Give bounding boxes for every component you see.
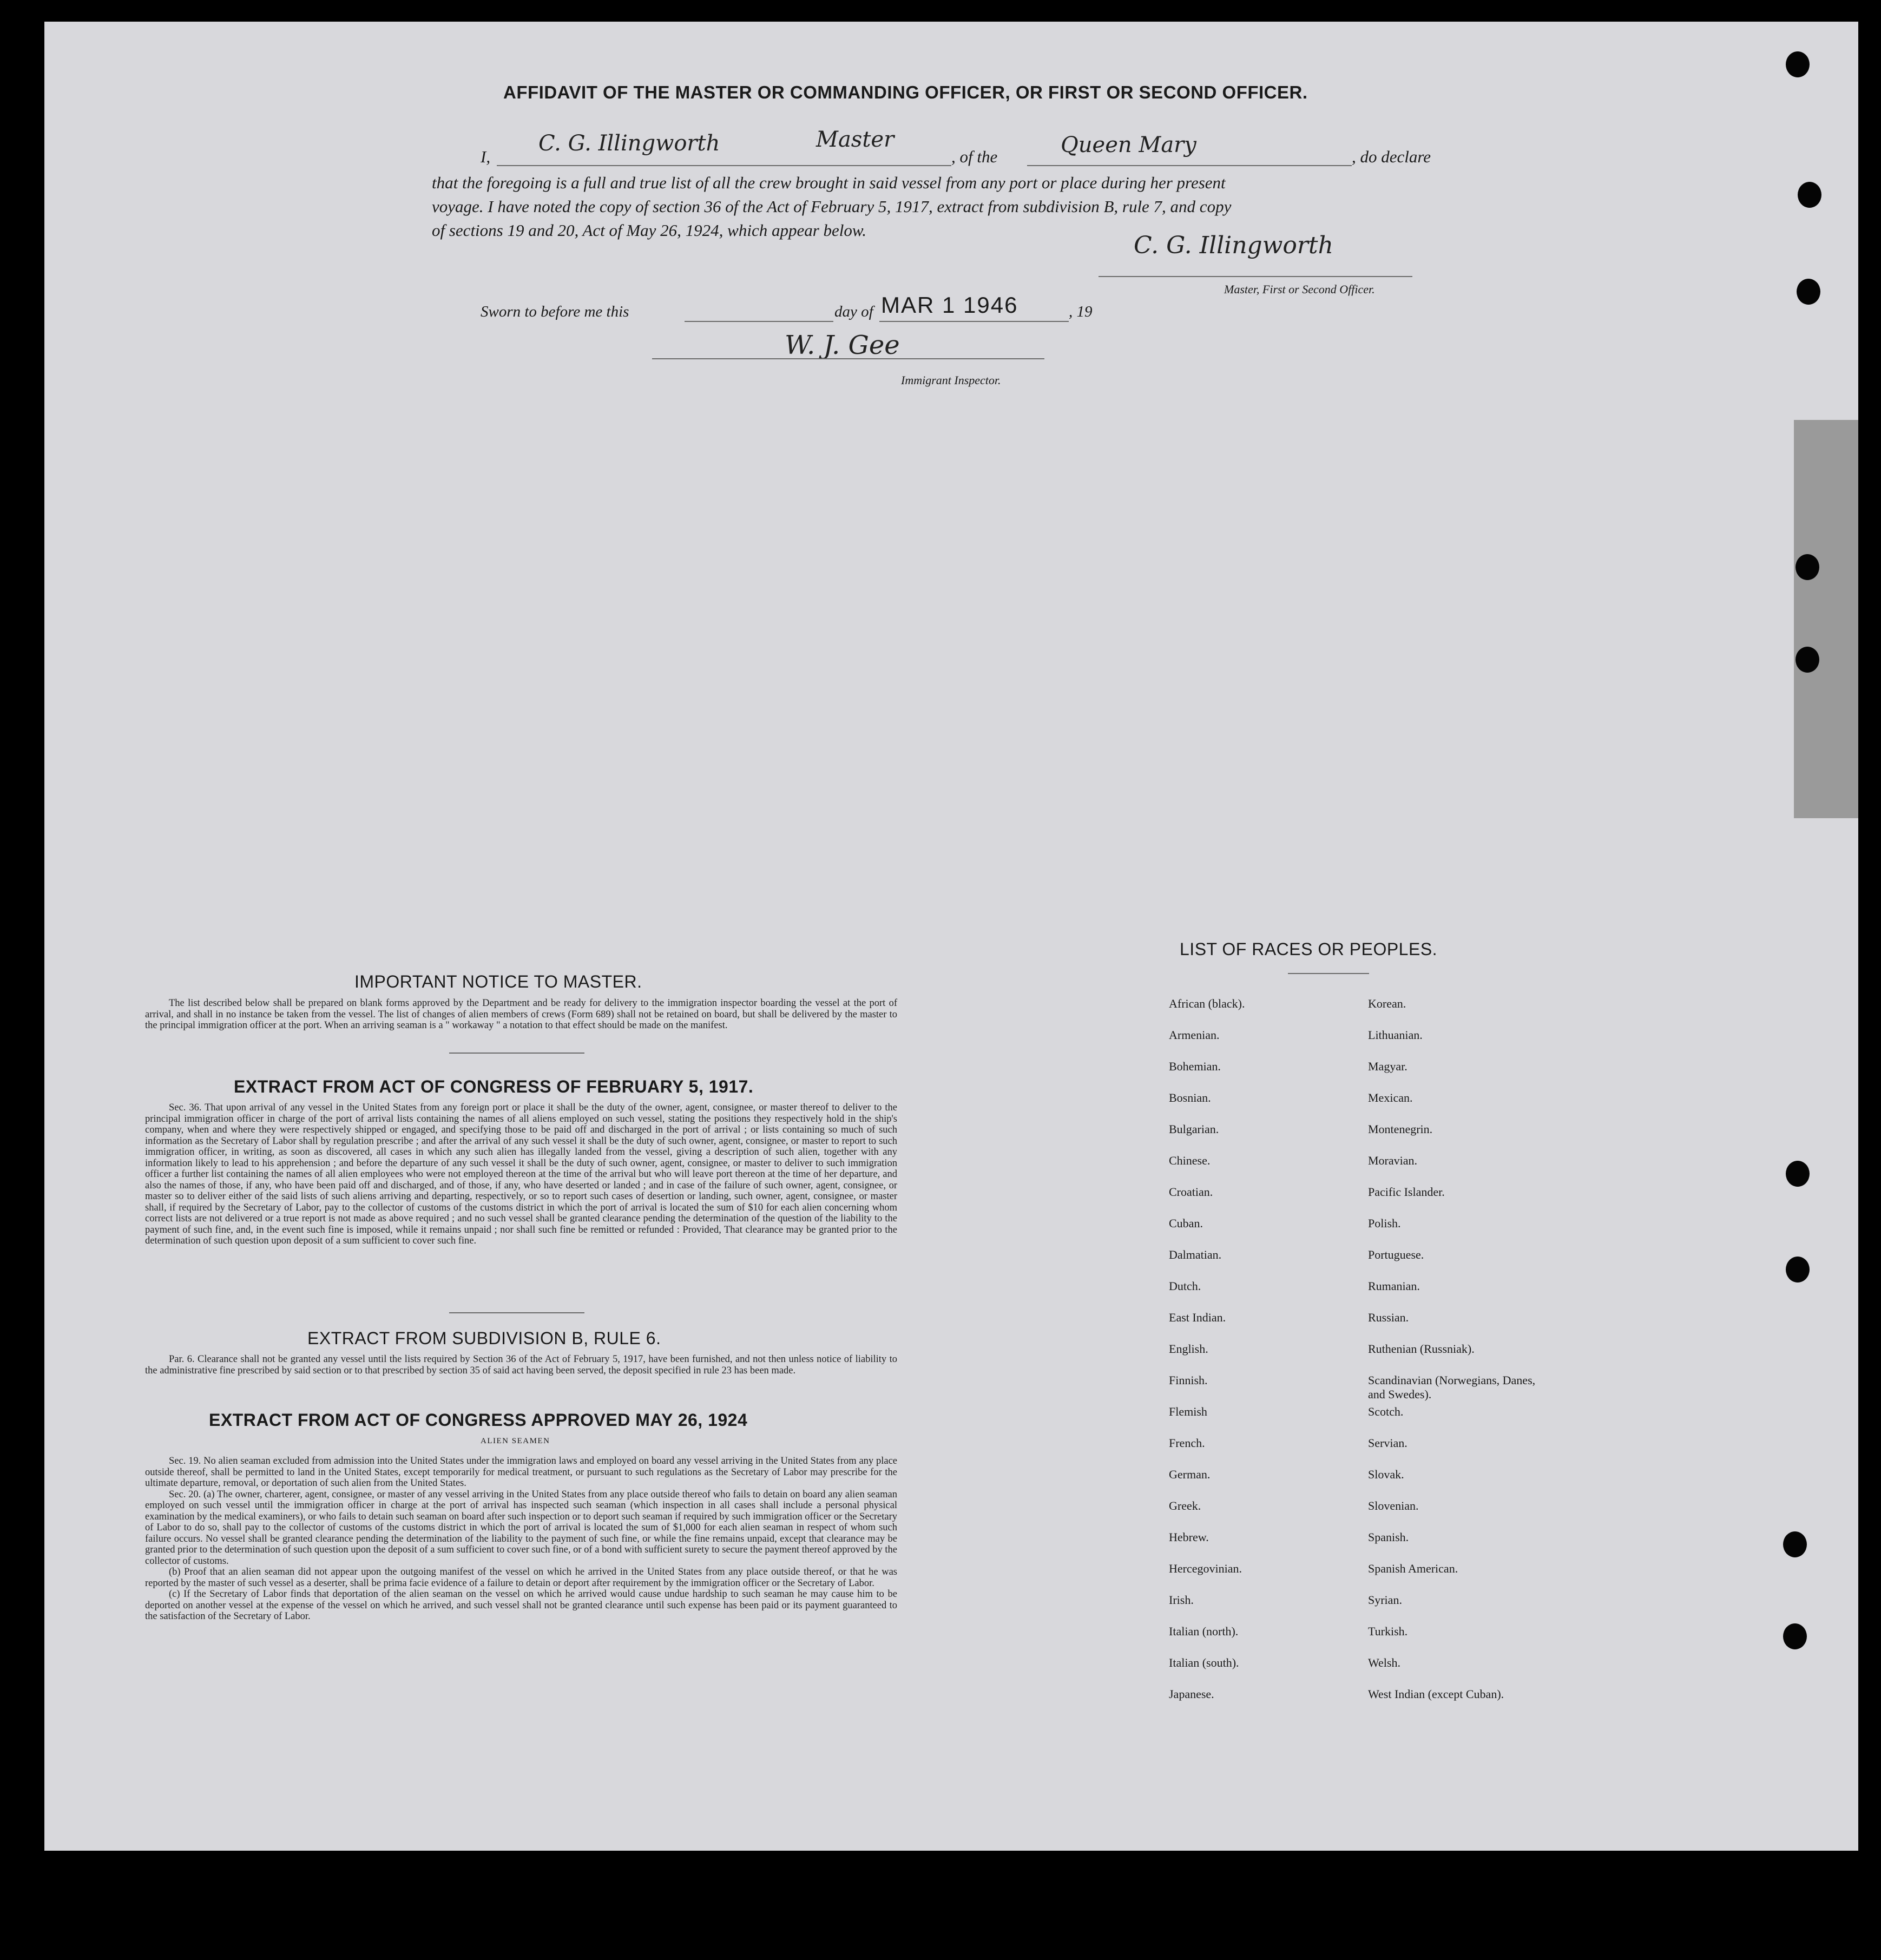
races-title: LIST OF RACES OR PEOPLES. bbox=[1180, 939, 1438, 959]
race-item: Hebrew. bbox=[1169, 1530, 1209, 1544]
signature-caption: Master, First or Second Officer. bbox=[1224, 282, 1375, 296]
race-item: Spanish. bbox=[1368, 1530, 1409, 1544]
divider bbox=[449, 1053, 584, 1054]
race-item: Scandinavian (Norwegians, Danes, and Swedes). bbox=[1368, 1373, 1536, 1401]
punch-hole bbox=[1783, 1623, 1807, 1649]
race-item: Scotch. bbox=[1368, 1405, 1404, 1418]
sec19-text: Sec. 19. No alien seaman excluded from admission into the United States under the immigration laws and employed on board any vessel arriving in the United States from any place outside thereof, shall be permitted to land in the United States, except temporarily for medical treatment, or pursuant to such regulations as the Secretary of Labor may prescribe for the ultimate departure, removal, or deportation of such alien from the United States. bbox=[145, 1456, 897, 1489]
vessel-line bbox=[1027, 165, 1352, 166]
affidavit-body-line-1: that the foregoing is a full and true list of all the crew brought in said vessel from any port or place during her present bbox=[432, 173, 1226, 192]
inspector-line bbox=[652, 358, 1044, 359]
race-item: Turkish. bbox=[1368, 1624, 1408, 1638]
race-item: Moravian. bbox=[1368, 1154, 1418, 1167]
vessel-handwritten: Queen Mary bbox=[1061, 133, 1196, 157]
race-item: Armenian. bbox=[1169, 1028, 1220, 1042]
race-item: West Indian (except Cuban). bbox=[1368, 1687, 1504, 1701]
day-of-label: day of bbox=[834, 303, 873, 320]
extract-rule6-title: EXTRACT FROM SUBDIVISION B, RULE 6. bbox=[307, 1328, 661, 1348]
rank-handwritten: Master bbox=[816, 127, 895, 152]
race-item: Slovenian. bbox=[1368, 1499, 1419, 1512]
race-item: Montenegrin. bbox=[1368, 1122, 1433, 1136]
race-item: Slovak. bbox=[1368, 1468, 1404, 1481]
race-item: Ruthenian (Russniak). bbox=[1368, 1342, 1475, 1356]
race-item: Irish. bbox=[1169, 1593, 1194, 1607]
race-item: African (black). bbox=[1169, 997, 1245, 1010]
race-item: Finnish. bbox=[1169, 1373, 1208, 1387]
race-item: East Indian. bbox=[1169, 1311, 1226, 1324]
race-item: Italian (north). bbox=[1169, 1624, 1239, 1638]
race-item: Polish. bbox=[1368, 1216, 1401, 1230]
month-line bbox=[879, 321, 1069, 322]
affidavit-body-line-3: of sections 19 and 20, Act of May 26, 1924, which appear below. bbox=[432, 221, 867, 240]
race-item: Russian. bbox=[1368, 1311, 1409, 1324]
punch-hole bbox=[1796, 554, 1819, 580]
extract-1917-title: EXTRACT FROM ACT OF CONGRESS OF FEBRUARY 5, 1917. bbox=[234, 1077, 754, 1096]
extract-rule6-text-block bbox=[145, 1354, 897, 1376]
race-item: Mexican. bbox=[1368, 1091, 1413, 1104]
i-label: I, bbox=[481, 147, 491, 166]
race-item: Korean. bbox=[1368, 997, 1406, 1010]
race-item: Bulgarian. bbox=[1169, 1122, 1219, 1136]
notice-title: IMPORTANT NOTICE TO MASTER. bbox=[354, 972, 642, 991]
race-item: Flemish bbox=[1169, 1405, 1207, 1418]
race-item: Bohemian. bbox=[1169, 1060, 1221, 1073]
race-item: Spanish American. bbox=[1368, 1562, 1458, 1575]
race-item: Syrian. bbox=[1368, 1593, 1402, 1607]
extract-1924-title: EXTRACT FROM ACT OF CONGRESS APPROVED MAY 26, 1924 bbox=[209, 1410, 748, 1430]
punch-hole bbox=[1786, 1161, 1810, 1187]
sworn-label: Sworn to before me this bbox=[481, 303, 629, 320]
race-item: French. bbox=[1169, 1436, 1205, 1450]
master-signature: C. G. Illingworth bbox=[1134, 232, 1333, 259]
sec20c-text: (c) If the Secretary of Labor finds that deportation of the alien seaman on the vessel on which he arrived would cause undue hardship to such seaman he may cause him to be deported on another vessel at the expense of the vessel on which he arrived, and such vessel shall not be granted clearance until such expense has been paid or its payment guaranteed to the satisfaction of the Secretary of Labor. bbox=[145, 1589, 897, 1622]
punch-hole bbox=[1797, 279, 1820, 305]
race-item: Dutch. bbox=[1169, 1279, 1201, 1293]
punch-hole bbox=[1798, 182, 1821, 208]
year-label: , 19 bbox=[1069, 303, 1093, 320]
binding-strip bbox=[1794, 420, 1858, 818]
race-item: Italian (south). bbox=[1169, 1656, 1239, 1669]
extract-1917-text: Sec. 36. That upon arrival of any vessel in the United States from any foreign port or place it shall be the duty of the owner, agent, consignee, or master thereof to deliver to the principal immigration officer in charge of the port of arrival lists containing the names of all aliens employed on such vessel, stating the positions they respectively hold in the ship's company, when and where they were respectively shipped or engaged, and specifying those to be paid off and discharged in the port of arrival ; or lists containing so much of such information as the Secretary of Labor shall by regulation prescribe ; and after the arrival of any such vessel it shall be the duty of such owner, agent, consignee, or master to report to such immigration officer, in writing, as soon as discovered, all cases in which any such alien has illegally landed from the vessel, giving a description of such alien, together with any information likely to lead to his apprehension ; and before the departure of any such vessel it shall be the duty of such owner, agent, consignee, or master to deliver to such immigration officer a further list containing the names of all alien employees who were not employed thereon at the time of the arrival but who will leave port thereon at the time of her departure, and also the names of those, if any, who have been paid off and discharged, and of those, if any, who have deserted or landed ; and in case of the failure of such owner, agent, consignee, or master so to deliver either of the said lists of such aliens arriving and departing, respectively, or so to report such cases of desertion or landing, such owner, agent, consignee, or master shall, if required by the Secretary of Labor, pay to the collector of customs of the customs district in which the port of arrival is located the sum of $10 for each alien concerning whom correct lists are not delivered or a true report is not made as above required ; and no such vessel shall be granted clearance pending the determination of the question of the liability to the payment of such fine, and, in the event such fine is imposed, while it remains unpaid ; nor shall such fine be remitted or refunded : Provided, That clearance may be granted prior to the determination of such question upon deposit of a sum sufficient to cover such fine. bbox=[145, 1102, 897, 1246]
punch-hole bbox=[1783, 1531, 1807, 1557]
affidavit-title: AFFIDAVIT OF THE MASTER OR COMMANDING OFFICER, OR FIRST OR SECOND OFFICER. bbox=[503, 82, 1308, 102]
notice-text-block bbox=[145, 998, 897, 1031]
signature-line bbox=[1099, 276, 1412, 277]
race-item: Lithuanian. bbox=[1368, 1028, 1423, 1042]
do-declare-label: , do declare bbox=[1352, 147, 1431, 166]
race-item: Greek. bbox=[1169, 1499, 1201, 1512]
race-item: German. bbox=[1169, 1468, 1211, 1481]
divider bbox=[449, 1312, 584, 1313]
race-item: Hercegovinian. bbox=[1169, 1562, 1242, 1575]
day-line bbox=[685, 321, 833, 322]
inspector-signature: W. J. Gee bbox=[785, 330, 900, 360]
race-item: Welsh. bbox=[1368, 1656, 1400, 1669]
race-item: Chinese. bbox=[1169, 1154, 1211, 1167]
affidavit-body-line-2: voyage. I have noted the copy of section 36 of the Act of February 5, 1917, extract from subdivision B, rule 7, and copy bbox=[432, 197, 1232, 216]
date-stamp: MAR 1 1946 bbox=[881, 292, 1018, 318]
race-item: Rumanian. bbox=[1368, 1279, 1420, 1293]
punch-hole bbox=[1786, 1257, 1810, 1282]
punch-hole bbox=[1786, 51, 1810, 77]
race-item: Japanese. bbox=[1169, 1687, 1214, 1701]
sec20a-text: Sec. 20. (a) The owner, charterer, agent, consignee, or master of any vessel arriving in the United States from any place outside thereof who fails to detain on board any alien seaman employed on such vessel until the immigration officer in charge at the port of arrival has inspected such seaman (which inspection in all cases shall include a personal physical examination by the medical examiners), or who fails to detain such seaman on board after such inspection or to deport such seaman if required by such immigration officer or the Secretary of Labor to do so, shall pay to the collector of customs of the customs district in which the port of arrival is located the sum of $1,000 for each alien seaman in respect of whom such failure occurs. No vessel shall be granted clearance pending the determination of the liability to the payment of such fine, or while the fine remains unpaid, except that clearance may be granted prior to the determination of such question upon the deposit of a sum sufficient to cover such fine, or of a bond with sufficient surety to secure the payment thereof approved by the collector of customs. bbox=[145, 1489, 897, 1567]
extract-1924-subtitle: ALIEN SEAMEN bbox=[481, 1437, 550, 1445]
race-item: Cuban. bbox=[1169, 1216, 1203, 1230]
inspector-caption: Immigrant Inspector. bbox=[901, 373, 1001, 387]
race-item: Portuguese. bbox=[1368, 1248, 1424, 1261]
race-item: Servian. bbox=[1368, 1436, 1408, 1450]
master-name-handwritten: C. G. Illingworth bbox=[538, 131, 720, 156]
race-item: English. bbox=[1169, 1342, 1208, 1356]
race-item: Bosnian. bbox=[1169, 1091, 1211, 1104]
sec20b-text: (b) Proof that an alien seaman did not appear upon the outgoing manifest of the vessel on which he arrived in the United States from any place outside thereof, or that he was reported by the master of such vessel as a deserter, shall be prima facie evidence of a failure to detain or deport after requirement by the immigration officer or the Secretary of Labor. bbox=[145, 1567, 897, 1589]
race-item: Magyar. bbox=[1368, 1060, 1408, 1073]
race-item: Pacific Islander. bbox=[1368, 1185, 1445, 1199]
divider bbox=[1288, 973, 1369, 974]
notice-text: The list described below shall be prepared on blank forms approved by the Department and be ready for delivery to the immigration inspector boarding the vessel at the port of arrival, and shall in no instance be taken from the vessel. The list of changes of alien members of crews (Form 689) shall not be retained on board, but shall be delivered by the master to the principal immigration officer at the port. When an arriving seaman is a " workaway " a notation to that effect should be made on the manifest. bbox=[145, 998, 897, 1031]
name-line bbox=[497, 165, 951, 166]
race-item: Dalmatian. bbox=[1169, 1248, 1222, 1261]
race-item: Croatian. bbox=[1169, 1185, 1213, 1199]
extract-rule6-text: Par. 6. Clearance shall not be granted any vessel until the lists required by Section 36 of the Act of February 5, 1917, have been furnished, and not then unless notice of liability to the administrative fine prescribed by said section or to that prescribed by section 35 of said act having been served, the deposit specified in rule 23 has been made. bbox=[145, 1354, 897, 1376]
extract-1917-text-block bbox=[145, 1102, 897, 1247]
punch-hole bbox=[1796, 647, 1819, 673]
of-the-label: , of the bbox=[951, 147, 998, 166]
extract-1924-text-block bbox=[145, 1456, 897, 1622]
